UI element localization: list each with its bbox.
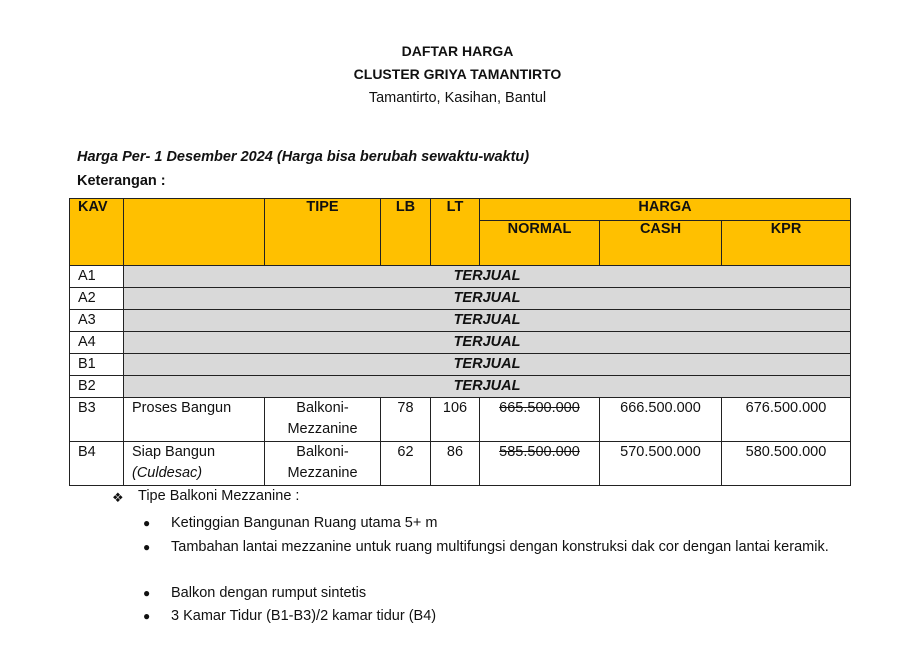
header-tipe: TIPE: [265, 199, 381, 266]
sold-label: TERJUAL: [124, 376, 851, 398]
lb-cell: 78: [381, 398, 431, 442]
kav-cell: A3: [70, 310, 124, 332]
header-kpr: KPR: [722, 221, 851, 266]
tipe-cell: [265, 398, 381, 442]
keterangan-label: Keterangan :: [77, 173, 166, 189]
tipe-line2: Mezzanine: [287, 465, 358, 481]
tipe-line1: Balkoni-: [296, 444, 349, 460]
list-item: [143, 604, 843, 628]
list-item-text: Balkon dengan rumput sintetis: [171, 585, 367, 601]
diamond-bullet-icon: ❖: [112, 490, 124, 505]
table-row: [70, 310, 851, 332]
header-lt: LT: [431, 199, 480, 266]
kpr-price-cell: 676.500.000: [722, 398, 851, 442]
table-row: [70, 442, 851, 486]
document-title: DAFTAR HARGA: [401, 43, 514, 59]
sold-label: TERJUAL: [124, 288, 851, 310]
lt-cell: 106: [431, 398, 480, 442]
kav-cell: B3: [70, 398, 124, 442]
header-harga: HARGA: [480, 199, 851, 221]
cluster-name: CLUSTER GRIYA TAMANTIRTO: [353, 66, 562, 82]
status-text: Proses Bangun: [132, 400, 232, 416]
kav-cell: A4: [70, 332, 124, 354]
lb-cell: 62: [381, 442, 431, 486]
cash-price-cell: 570.500.000: [600, 442, 722, 486]
table-row: [70, 266, 851, 288]
table-row: [70, 288, 851, 310]
header-blank: [124, 199, 265, 266]
normal-price-cell: 585.500.000: [480, 442, 600, 486]
location: Tamantirto, Kasihan, Bantul: [368, 90, 547, 106]
list-item-text: Tambahan lantai mezzanine untuk ruang multifungsi dengan konstruksi dak cor dengan lantai keramik.: [171, 539, 829, 555]
sold-label: TERJUAL: [124, 310, 851, 332]
bullet-icon: ●: [143, 516, 151, 530]
cash-price-cell: 666.500.000: [600, 398, 722, 442]
bullet-icon: ●: [143, 586, 151, 600]
table-row: [70, 354, 851, 376]
list-item: [143, 511, 843, 535]
kav-cell: A2: [70, 288, 124, 310]
bullet-icon: ●: [143, 540, 151, 554]
status-cell: [124, 442, 265, 486]
specs-heading: [112, 488, 299, 507]
list-item-text: 3 Kamar Tidur (B1-B3)/2 kamar tidur (B4): [171, 608, 437, 624]
list-item: [143, 581, 843, 605]
kav-cell: B4: [70, 442, 124, 486]
kpr-price-cell: 580.500.000: [722, 442, 851, 486]
kav-cell: B2: [70, 376, 124, 398]
list-item: [143, 535, 843, 559]
price-note: Harga Per- 1 Desember 2024 (Harga bisa berubah sewaktu-waktu): [77, 149, 530, 165]
sold-label: TERJUAL: [124, 266, 851, 288]
header-kav: KAV: [70, 199, 124, 266]
bullet-icon: ●: [143, 609, 151, 623]
table-row: [70, 398, 851, 442]
header-normal: NORMAL: [480, 221, 600, 266]
table-row: [70, 332, 851, 354]
status-subtext: (Culdesac): [132, 465, 203, 481]
kav-cell: A1: [70, 266, 124, 288]
header-lb: LB: [381, 199, 431, 266]
status-text: Siap Bangun: [132, 444, 216, 460]
status-cell: [124, 398, 265, 442]
kav-cell: B1: [70, 354, 124, 376]
normal-price-cell: 665.500.000: [480, 398, 600, 442]
price-table: [69, 198, 851, 486]
list-item-text: Ketinggian Bangunan Ruang utama 5+ m: [171, 515, 438, 531]
table-header-row: [70, 199, 851, 221]
table-row: [70, 376, 851, 398]
sold-label: TERJUAL: [124, 332, 851, 354]
header-cash: CASH: [600, 221, 722, 266]
lt-cell: 86: [431, 442, 480, 486]
specs-heading-text: Tipe Balkoni Mezzanine :: [138, 488, 300, 504]
tipe-cell: [265, 442, 381, 486]
tipe-line1: Balkoni-: [296, 400, 349, 416]
sold-label: TERJUAL: [124, 354, 851, 376]
tipe-line2: Mezzanine: [287, 421, 358, 437]
